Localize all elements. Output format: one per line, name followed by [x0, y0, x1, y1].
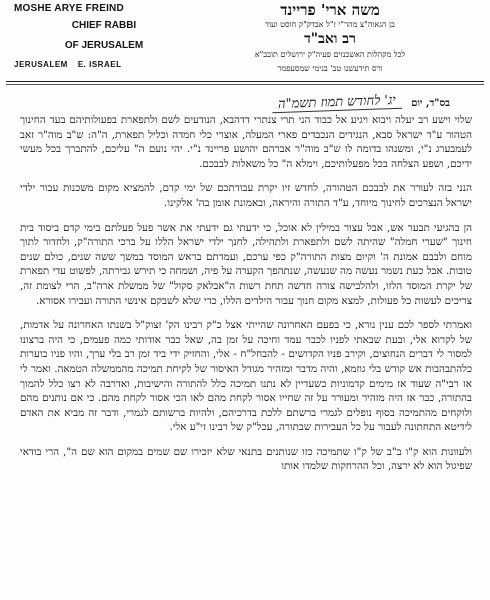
hebrew-title: רב ואב"ד	[304, 31, 356, 47]
english-city: OF JERUSALEM	[64, 40, 144, 51]
english-address	[14, 60, 194, 69]
dateline-prefix: בס"ד, יום	[411, 98, 450, 109]
english-place: JERUSALEM	[14, 60, 68, 69]
hebrew-address: ורס תידעשנו טב' בנימי שמסעפמר	[277, 64, 383, 73]
letterhead-divider-thin	[6, 84, 484, 85]
letterhead-hebrew	[180, 2, 480, 76]
paragraph: ואמרתי לספר לכם ענין נורא, כי בפעם האחרונה שהייתי אצל כ"ק רבינו הק' זצוק"ל בשנתו האחרונה על אדמות, של לקרוא אלי, ובעת שבאתי לפניו לכבר עמד וחיכה על זמן בה, שאל כבר אודותי כמה פעמים, כי היה ברצונו למסור לי דברים הנחוצים, וקירב פניו הקדושים - להבחל"ח - אלי, והחזיק ידי ביד זמן רב בלי ערך, והיו פניו בוערות כלהתבהבות אש קודש בלי גוזמא, והיה מדבר ומזהיר מגודל האיסור של לקיחת תמיכה מהממשלה הטמאה. ואמר לי אז רבי"ה שעוד אז מימים קדמוניות כשעדיין לא נתנו תמיכה כלל להתורה והישיבות, ואדרבה לא רצו כלל להמוך בהתורה, כבר אז היה מזהיר ומעורר על זה שחייו אסור לקחת מהם לאו הכי אסור לקחת מהם. כי אם נותנים מהם ולוקחים מהתמיכה בסוף נופלים לגמרי ברשתם ללכת בדרכיהם, ולהיות ברשותם לגמרי, ודבר זה מביא את האדם לידיטא התחתונה לעבור על כל העבירות שבתורה, עכל"ק של רבינו זי"ע אלי.	[20, 319, 472, 434]
hebrew-name: משה ארי' פריינד	[280, 1, 380, 19]
paragraph: הנני בזה לעורר את לבבכם הטהורה, לחדש זיו יקרת עבודתכם של ימי קדם, להמציא מקום משכנות עבור ילדי ישראל הנצרכים לחינוך מיוחד, ע"ד התורה והיראה, ובאמונת אומן בה' אלקינו.	[20, 182, 472, 209]
letterhead-divider	[6, 81, 484, 82]
hebrew-lineage: בן הגאוה"צ מהר"י ז"ל אבדק"ק חוסט ועוד	[265, 20, 395, 29]
letterhead-english	[14, 3, 194, 69]
english-name: MOSHE ARYE FREIND	[14, 3, 124, 14]
english-title: CHIEF RABBI	[71, 20, 137, 31]
handwritten-date: יג' לחודש תמוז תשמ"ה	[272, 92, 402, 114]
paragraph: שלוי וישע רב יעלה ויבוא ויגיע אל כבוד הני תרי צנתרי דדהבא, הנודעים לשם ולתפארת בפעולותיהם בעד החינוך הטהור ע"ד ישראל סבא, הנגידים הנכבדים פארי המעלה, אוצרי כלי חמדה וכליל תפארת, ה"ה: ש"ב מוה"ר זאב לעמבערג נ"י, ומשנהו בדומה לו ש"ב מוה"ר אברהם יהושע פריינד נ"י. יהי נועם ה" עליכם, להתברך בכל מעשי ידיכם, ושפע הצלחה בכל מפעלותיכם, וימלא ה" כל משאלות לבבכם.	[20, 114, 472, 170]
english-country: E. ISRAEL	[77, 60, 122, 69]
dateline	[272, 94, 450, 111]
letter-body	[20, 113, 472, 600]
paragraph: הן בהגיעי תבער אש, אבל עצור במילין לא אוכל, כי ידעתי גם ידעתי את אשר פעל פעלתם בימי קדם ביסוד בית חינוך "שערי חמלה" שהיתה לשם ולתפארת ולתהילה, לחנך ילדי ישראל הללו על ברכי התורה"ק, ולחדור לתוך מוחם ולבבם אמונת ה' וקיום מצות התורה"ק כפי ערכם, ועמדתם בראש המוסד במשך ששה שנים, כולם שנים טובות. אבל כעת נשמר נעשה מה שנעשה, שנתהפך הקערה על פיה, ושמחה כי תירש גבירתה, לפשוט עדי תפארת של יקרת המוסד הלזו, ולהלבישה צורה חדשה תחת רשות ה"אבלאק סקול" של ממשלת ארה"ב, הרי לצומת זה, צריכים לעשות כל פעולות, למצא מקום חנוך עבור הילדים הללו, כדי שלא לשבקם אינשי התורה ועבירו אסורא.	[20, 221, 472, 307]
paragraph: ולעוונות הוא ק"ו ב"ב של ק"ו שתמיכה כזו שנותנים בתנאי שלא יזכירו שם שמים במקום הוא שם ה", הרי בודאי שפיגול הוא לא ירצה, וכל ההרחקות שלמדו אותו	[20, 445, 472, 473]
hebrew-community: לכל מקהלות האשכנזים פעיה"ק ירושלים תובב"א	[254, 50, 406, 59]
